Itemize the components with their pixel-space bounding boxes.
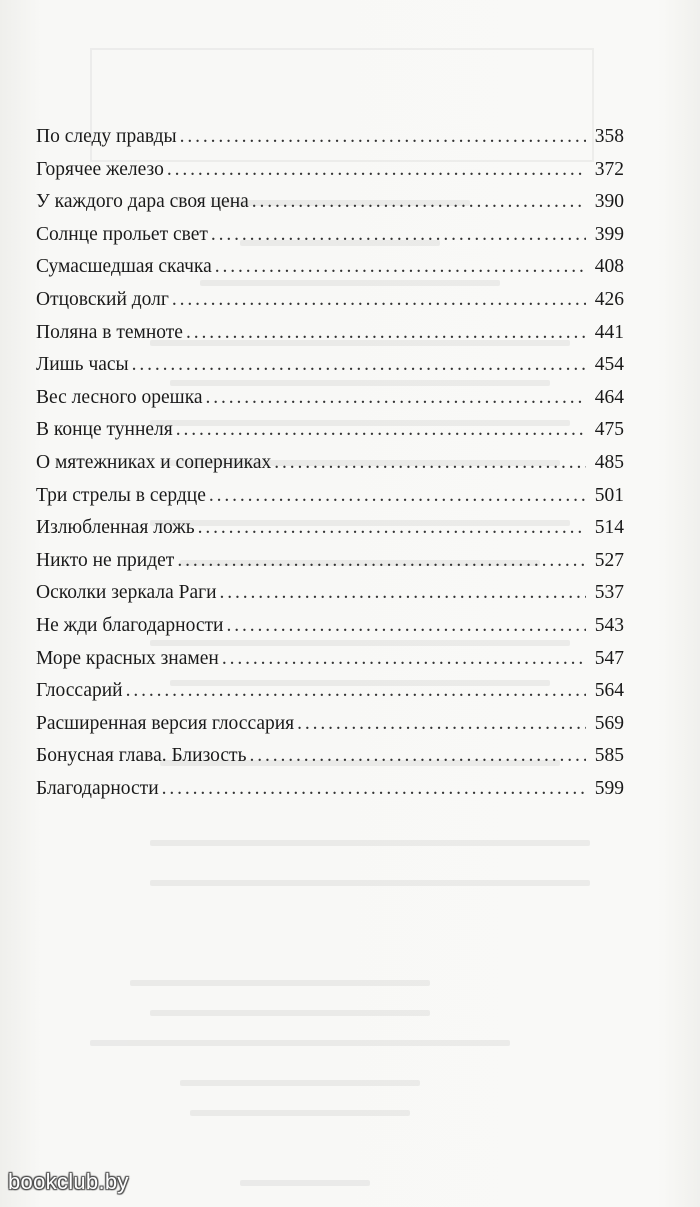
toc-entry [36,708,624,741]
toc-dot-leader [297,708,586,741]
toc-entry-title: В конце туннеля [36,419,173,441]
toc-entry [36,512,624,545]
toc-entry-title: По следу правды [36,126,177,147]
toc-entry-page: 537 [594,582,624,604]
toc-dot-leader [126,675,586,708]
toc-entry-title: Вес лесного орешка [36,386,203,408]
toc-entry-page: 527 [594,549,624,571]
toc-entry-title: Сумасшедшая скачка [36,256,212,278]
toc-entry-page: 547 [594,647,624,669]
toc-dot-leader [249,740,586,773]
toc-dot-leader [252,186,586,219]
toc-dot-leader [176,414,586,447]
toc-entry-title: Поляна в темноте [36,321,183,343]
toc-dot-leader [226,610,586,643]
toc-entry-page: 514 [594,517,624,539]
toc-entry-page: 464 [594,386,624,408]
toc-entry-title: Море красных знамен [36,647,219,669]
toc-entry [36,610,624,643]
toc-entry [36,251,624,284]
toc-entry-title: Не жди благодарности [36,614,224,636]
toc-dot-leader [209,480,586,513]
toc-entry-title: Излюбленная ложь [36,517,195,539]
toc-entry-title: У каждого дара своя цена [36,191,249,213]
toc-entry-title: Никто не придет [36,549,175,571]
toc-entry-page: 585 [594,745,624,767]
toc-entry-page: 564 [594,680,624,702]
toc-entry-title: Благодарности [36,777,159,799]
toc-entry [36,284,624,317]
toc-entry [36,740,624,773]
toc-dot-leader [222,643,586,676]
toc-dot-leader [167,154,586,187]
toc-entry-page: 569 [594,712,624,734]
toc-dot-leader [186,317,586,350]
toc-dot-leader [274,447,586,480]
toc-entry-title: Лишь часы [36,354,129,376]
toc-entry-page: 543 [594,614,624,636]
toc-entry [36,154,624,187]
watermark: bookclub.by [8,1169,129,1194]
toc-entry-page: 599 [594,777,624,799]
toc-entry [36,675,624,708]
toc-entry [36,186,624,219]
toc-entry [36,219,624,252]
toc-entry [36,480,624,513]
toc-dot-leader [162,773,586,806]
toc-entry-title: Три стрелы в сердце [36,484,206,506]
toc-entry-title: Горячее железо [36,158,164,180]
toc-entry-title: Осколки зеркала Раги [36,582,217,604]
toc-entry-page: 390 [594,191,624,213]
toc-entry [36,349,624,382]
toc-entry-page: 399 [594,223,624,245]
toc-entry-page: 501 [594,484,624,506]
toc-entry-page: 372 [594,158,624,180]
toc-entry-page: 426 [594,288,624,310]
toc-entry [36,545,624,578]
toc-entry-page: 358 [594,126,624,147]
toc-entry-title: Солнце прольет свет [36,223,208,245]
toc-entry-page: 485 [594,451,624,473]
toc-entry [36,382,624,415]
toc-dot-leader [206,382,586,415]
toc-dot-leader [172,284,586,317]
toc-dot-leader [211,219,586,252]
toc-entry-page: 475 [594,419,624,441]
toc-entry [36,121,624,154]
toc-entry-title: Расширенная версия глоссария [36,712,295,734]
toc-entry-title: О мятежниках и соперниках [36,451,272,473]
toc-entry-title: Глоссарий [36,680,123,702]
toc-entry-title: Отцовский долг [36,288,169,310]
toc-entry-title: Бонусная глава. Близость [36,745,247,767]
toc-entry [36,773,624,806]
toc-dot-leader [177,545,586,578]
toc-entry-page: 408 [594,256,624,278]
toc-entry-page: 454 [594,354,624,376]
toc-dot-leader [215,251,586,284]
toc-dot-leader [132,349,586,382]
table-of-contents [36,121,624,805]
toc-dot-leader [220,577,586,610]
toc-entry [36,414,624,447]
toc-entry [36,317,624,350]
toc-entry [36,643,624,676]
toc-entry-page: 441 [594,321,624,343]
toc-dot-leader [198,512,586,545]
toc-entry [36,577,624,610]
toc-entry [36,447,624,480]
toc-dot-leader [180,121,586,154]
